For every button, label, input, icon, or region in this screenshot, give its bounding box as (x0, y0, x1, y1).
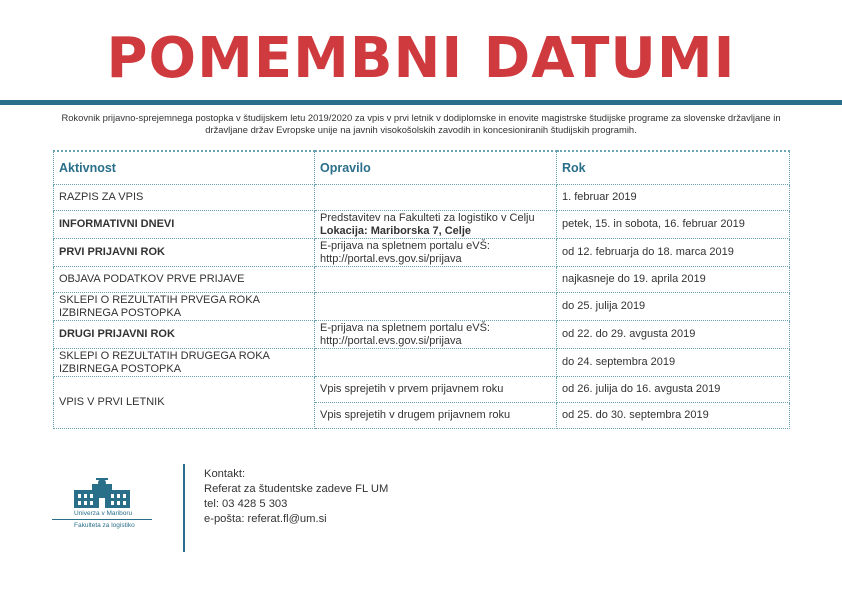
cell-opravilo (315, 185, 557, 211)
table-row (54, 239, 790, 267)
university-building-icon (52, 478, 152, 510)
table-header-row (54, 151, 790, 185)
opravilo-link[interactable]: http://portal.evs.gov.si/prijava (320, 334, 462, 347)
aktivnost-line-2: IZBIRNEGA POSTOPKA (59, 306, 182, 319)
cell-aktivnost: INFORMATIVNI DNEVI (54, 211, 315, 239)
university-logo (52, 478, 152, 538)
table-row (54, 267, 790, 293)
column-header-rok: Rok (557, 151, 790, 185)
contact-office: Referat za študentske zadeve FL UM (204, 483, 389, 495)
intro-text (30, 112, 812, 136)
cell-opravilo: Vpis sprejetih v drugem prijavnem roku (315, 403, 557, 429)
cell-opravilo (315, 211, 557, 239)
page-title: POMEMBNI DATUMI (106, 26, 736, 91)
logo-faculty-name: Fakulteta za logistiko (74, 522, 135, 529)
contact-phone: tel: 03 428 5 303 (204, 498, 288, 510)
cell-rok: 1. februar 2019 (557, 185, 790, 211)
cell-rok: od 22. do 29. avgusta 2019 (557, 321, 790, 349)
cell-rok: od 25. do 30. septembra 2019 (557, 403, 790, 429)
intro-line-1: Rokovnik prijavno-sprejemnega postopka v študijskem letu 2019/2020 za vpis v prvi letnik v dodiplomske in enovite magistrske študijske programe za slovenske državljane in (61, 112, 781, 123)
cell-aktivnost: VPIS V PRVI LETNIK (54, 377, 315, 429)
cell-opravilo (315, 239, 557, 267)
cell-opravilo (315, 267, 557, 293)
opravilo-link[interactable]: http://portal.evs.gov.si/prijava (320, 252, 462, 265)
opravilo-line-1: E-prijava na spletnem portalu eVŠ: (320, 321, 490, 334)
contact-block (204, 467, 388, 527)
intro-line-2: državljane držav Evropske unije na javnih visokošolskih zavodih in koncesioniranih študijskih programih. (205, 124, 637, 135)
cell-opravilo (315, 321, 557, 349)
cell-aktivnost: PRVI PRIJAVNI ROK (54, 239, 315, 267)
table-row (54, 211, 790, 239)
header-divider (0, 100, 842, 105)
table-row (54, 293, 790, 321)
cell-aktivnost (54, 349, 315, 377)
footer-divider (183, 464, 185, 552)
table-row (54, 321, 790, 349)
cell-aktivnost (54, 293, 315, 321)
cell-rok: petek, 15. in sobota, 16. februar 2019 (557, 211, 790, 239)
cell-rok: do 25. julija 2019 (557, 293, 790, 321)
table-row (54, 377, 790, 403)
cell-aktivnost: DRUGI PRIJAVNI ROK (54, 321, 315, 349)
cell-opravilo (315, 293, 557, 321)
opravilo-line-2: Lokacija: Mariborska 7, Celje (320, 224, 472, 237)
table-row (54, 185, 790, 211)
cell-rok: od 12. februarja do 18. marca 2019 (557, 239, 790, 267)
cell-aktivnost: RAZPIS ZA VPIS (54, 185, 315, 211)
aktivnost-line-1: SKLEPI O REZULTATIH DRUGEGA ROKA (59, 349, 270, 362)
column-header-aktivnost: Aktivnost (54, 151, 315, 185)
column-header-opravilo: Opravilo (315, 151, 557, 185)
cell-rok: najkasneje do 19. aprila 2019 (557, 267, 790, 293)
schedule-table (53, 150, 790, 429)
table-row (54, 349, 790, 377)
contact-email[interactable]: e-pošta: referat.fl@um.si (204, 513, 327, 525)
cell-opravilo (315, 349, 557, 377)
logo-divider (52, 519, 152, 520)
cell-rok: do 24. septembra 2019 (557, 349, 790, 377)
cell-aktivnost: OBJAVA PODATKOV PRVE PRIJAVE (54, 267, 315, 293)
logo-university-name: Univerza v Mariboru (74, 510, 133, 517)
cell-rok: od 26. julija do 16. avgusta 2019 (557, 377, 790, 403)
aktivnost-line-2: IZBIRNEGA POSTOPKA (59, 362, 182, 375)
opravilo-line-1: Predstavitev na Fakulteti za logistiko v Celju (320, 211, 535, 224)
aktivnost-line-1: SKLEPI O REZULTATIH PRVEGA ROKA (59, 293, 260, 306)
contact-label: Kontakt: (204, 468, 246, 480)
opravilo-line-1: E-prijava na spletnem portalu eVŠ: (320, 239, 490, 252)
cell-opravilo: Vpis sprejetih v prvem prijavnem roku (315, 377, 557, 403)
